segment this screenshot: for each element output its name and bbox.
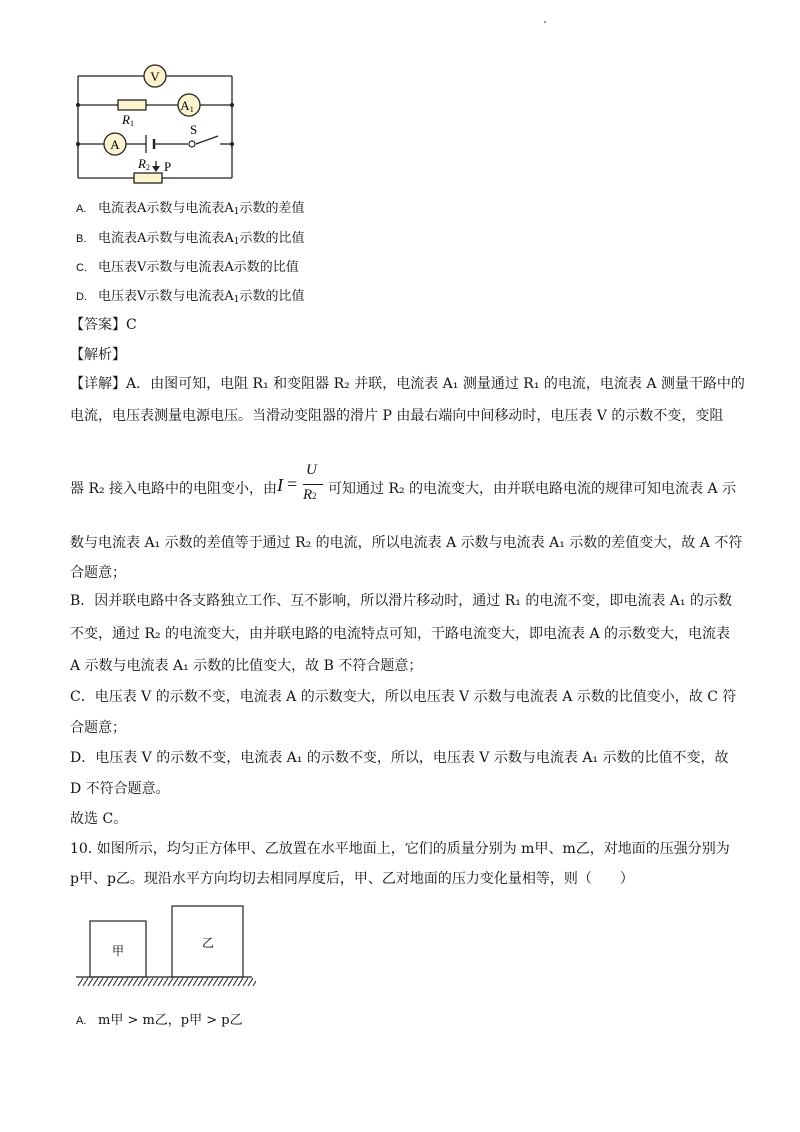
option-q9-c: C. 电压表V示数与电流表A示数的比值 <box>76 260 299 275</box>
option-q9-b: B. 电流表A示数与电流表$A_1$示数的比值 <box>76 231 305 247</box>
option-q9-a: A. 电流表A示数与电流表$A_1$示数的差值 <box>76 201 305 217</box>
analysis-label: 【解析】 <box>70 347 126 363</box>
slider-label: P <box>164 159 172 174</box>
ammeter-a-label: A <box>110 137 120 152</box>
ammeter-a1-label: A1 <box>180 98 194 114</box>
ohm-formula: I = U R2 <box>277 462 325 508</box>
explanation-line-2: 电流，电压表测量电源电压。当滑动变阻器的滑片 P 由最右端向中间移动时，电压表 V 的示数不变，变阻 <box>70 408 724 424</box>
explanation-line-13: 故选 C。 <box>70 811 128 827</box>
explanation-line-10: 合题意； <box>70 720 126 736</box>
r1-label: R1 <box>122 112 134 128</box>
explanation-line-8: A 示数与电流表 A₁ 示数的比值变大，故 B 不符合题意； <box>70 658 423 674</box>
block-yi-label: 乙 <box>201 936 215 950</box>
explanation-line-3-pre: 器 R₂ 接入电路中的电阻变小，由 <box>70 481 278 497</box>
q10-line-1: 10. 如图所示，均匀正方体甲、乙放置在水平地面上，它们的质量分别为 m甲、m乙，对地面的压强分别为 <box>70 841 730 857</box>
q10-line-2: p甲、p乙。现沿水平方向均切去相同厚度后，甲、乙对地面的压力变化量相等，则（ ） <box>70 871 634 887</box>
explanation-line-5: 合题意； <box>70 565 126 581</box>
explanation-line-9: C．电压表 V 的示数不变，电流表 A 的示数变大，所以电压表 V 示数与电流表 A 示数的比值变小，故 C 符 <box>70 689 737 705</box>
rheostat-r2 <box>134 173 162 183</box>
explanation-line-12: D 不符合题意。 <box>70 781 170 797</box>
explanation-line-6: B．因并联电路中各支路独立工作、互不影响，所以滑片移动时，通过 R₁ 的电流不变，即电流表 A₁ 的示数 <box>70 593 732 609</box>
cubes-figure <box>74 900 256 994</box>
explanation-line-1: 【详解】A．由图可知，电阻 R₁ 和变阻器 R₂ 并联，电流表 A₁ 测量通过 R₁ 的电流，电流表 A 测量干路中的 <box>70 376 745 392</box>
explanation-line-4: 数与电流表 A₁ 示数的差值等于通过 R₂ 的电流，所以电流表 A 示数与电流表 A₁ 示数的差值变大，故 A 不符 <box>70 535 743 551</box>
block-jia-label: 甲 <box>111 944 125 958</box>
answer-line: 【答案】C <box>70 317 137 333</box>
option-q10-a: A. m甲 > m乙，p甲 > p乙 <box>76 1013 243 1028</box>
scan-dot <box>544 21 546 23</box>
option-q9-d: D. 电压表V示数与电流表$A_1$示数的比值 <box>76 289 305 305</box>
switch-label: S <box>190 122 198 137</box>
explanation-line-3-post: 可知通过 R₂ 的电流变大，由并联电路电流的规律可知电流表 A 示 <box>328 481 737 497</box>
resistor-r1 <box>118 100 146 110</box>
voltmeter-label: V <box>150 69 160 84</box>
explanation-line-11: D．电压表 V 的示数不变，电流表 A₁ 的示数不变，所以，电压表 V 示数与电流表 A₁ 示数的比值不变，故 <box>70 750 729 766</box>
explanation-line-7: 不变，通过 R₂ 的电流变大，由并联电路的电流特点可知，干路电流变大，即电流表 A 的示数变大，电流表 <box>70 626 731 642</box>
r2-label: R2 <box>138 156 150 172</box>
circuit-diagram <box>70 60 240 188</box>
